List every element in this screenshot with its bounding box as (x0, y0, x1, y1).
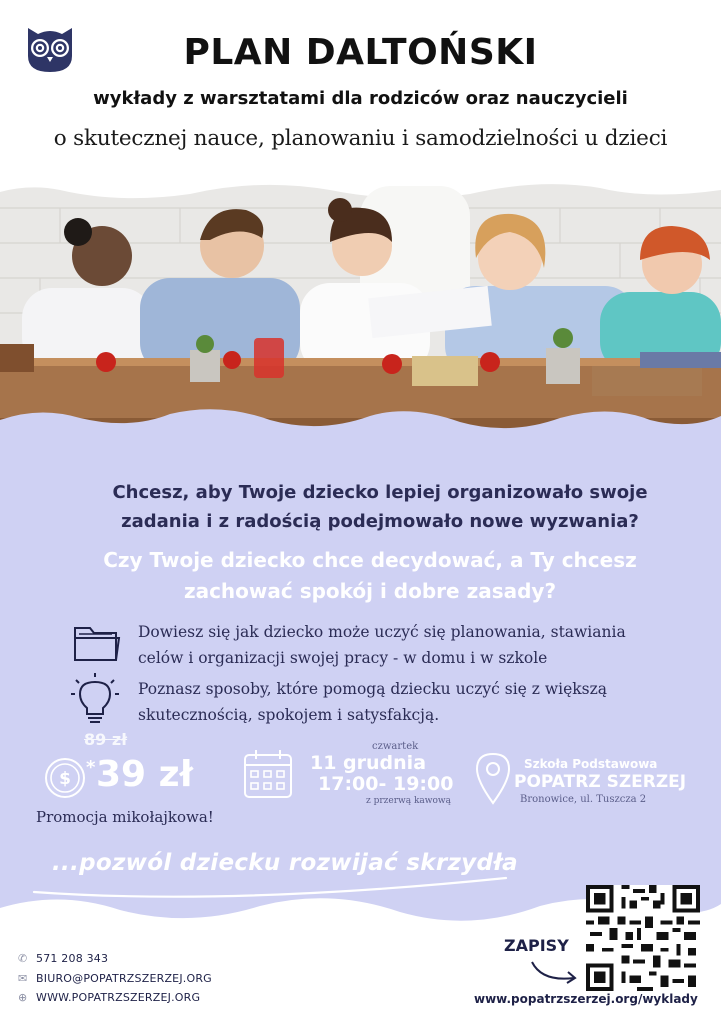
question-organization-line2: zadania i z radością podejmowało nowe wyzwania? (121, 511, 639, 532)
page-tagline: o skutecznej nauce, planowaniu i samodzielności u dzieci (53, 126, 668, 151)
slogan-swoosh (30, 872, 510, 902)
folder-icon (72, 620, 122, 664)
globe-icon: ⊕ (18, 991, 28, 1004)
feature-planning-line2: celów i organizacji swojej pracy - w domu i w szkole (138, 649, 548, 667)
feature-methods-line2: skutecznością, spokojem i satysfakcją. (138, 706, 440, 724)
contact-phone (18, 952, 108, 965)
event-date: 11 grudnia (310, 752, 427, 774)
map-pin-icon (474, 751, 512, 805)
contact-email[interactable] (18, 972, 212, 985)
school-address: Bronowice, ul. Tuszcza 2 (520, 794, 647, 805)
event-day-name: czwartek (372, 741, 419, 752)
promo-label: Promocja mikołajkowa! (36, 808, 214, 826)
signup-label: ZAPISY (504, 936, 569, 955)
phone-icon: ✆ (18, 952, 28, 965)
feature-planning (138, 619, 698, 671)
event-time: 17:00- 19:00 (318, 773, 454, 795)
lightbulb-icon (70, 672, 120, 726)
feature-methods-line1: Poznasz sposoby, które pomogą dziecku uczyć się z większą (138, 680, 608, 698)
page-subtitle: wykłady z warsztatami dla rodziców oraz nauczycieli (93, 88, 628, 109)
question-organization-line1: Chcesz, aby Twoje dziecko lepiej organizowało swoje (112, 482, 648, 503)
question-decisions-line1: Czy Twoje dziecko chce decydować, a Ty chcesz (103, 548, 637, 572)
contact-email-text[interactable]: BIURO@POPATRZSZERZEJ.ORG (36, 972, 212, 985)
feature-planning-line1: Dowiesz się jak dziecko może uczyć się planowania, stawiania (138, 623, 626, 641)
school-name: POPATRZ SZERZEJ (514, 772, 687, 792)
price-asterisk: * (86, 757, 96, 778)
old-price: 89 zł (84, 730, 128, 749)
question-organization (40, 478, 720, 536)
signup-url[interactable]: www.popatrzszerzej.org/wyklady (474, 992, 698, 1006)
question-decisions-line2: zachować spokój i dobre zasady? (183, 579, 557, 603)
qr-code-icon[interactable] (586, 885, 700, 991)
school-type: Szkoła Podstawowa (524, 757, 658, 771)
feature-methods (138, 676, 698, 728)
event-note: z przerwą kawową (366, 796, 451, 806)
new-price: 39 zł (96, 754, 193, 795)
calendar-icon (242, 748, 294, 800)
contact-web-text[interactable]: WWW.POPATRZSZERZEJ.ORG (36, 991, 201, 1004)
arrow-right-icon (528, 956, 580, 986)
page-title: PLAN DALTOŃSKI (183, 32, 538, 73)
svg-text:$: $ (59, 769, 71, 789)
question-decisions (30, 545, 710, 607)
contact-web[interactable] (18, 991, 200, 1004)
contact-phone-text: 571 208 343 (36, 952, 109, 965)
dollar-coin-icon (44, 757, 86, 799)
slogan: ...pozwól dziecku rozwijać skrzydła (52, 850, 518, 876)
envelope-icon: ✉ (18, 972, 28, 985)
